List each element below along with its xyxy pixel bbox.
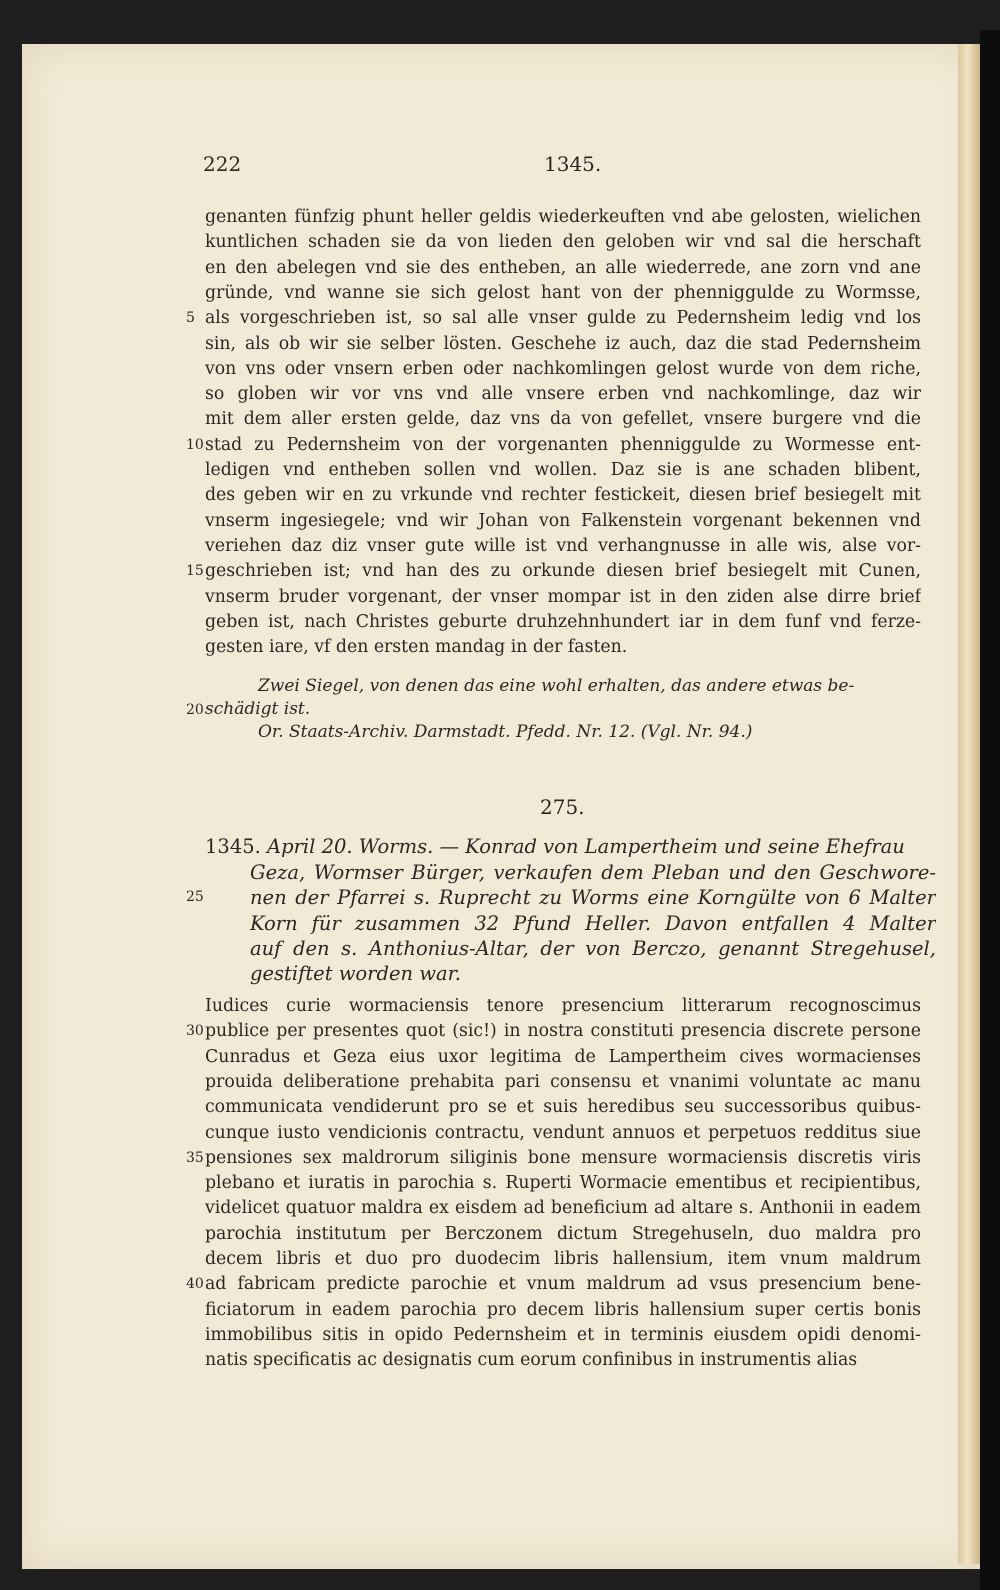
line-number: 15 — [186, 563, 204, 580]
archive-source: Or. Staats-Archiv. Darmstadt. Pfedd. Nr. 12. (Vgl. Nr. 94.) — [258, 722, 753, 742]
text-line: videlicet quatuor maldra ex eisdem ad beneficium ad altare s. Anthonii in eadem — [205, 1198, 921, 1219]
text-line: Geza, Wormser Bürger, verkaufen dem Pleban und den Geschwore- — [250, 861, 936, 884]
regest-first-line — [205, 835, 905, 858]
line-number: 40 — [186, 1276, 204, 1293]
text-line: genanten fünfzig phunt heller geldis wiederkeuften vnd abe gelosten, wielichen — [205, 207, 921, 227]
text-line: immobilibus sitis in opido Pedernsheim et in terminis eiusdem opidi denomi- — [205, 1324, 921, 1345]
text-line: so globen wir vor vns vnd alle vnsere erben vnd nachkomlinge, daz wir — [205, 384, 921, 405]
text-line: gründe, vnd wanne sie sich gelost hant von der phenniggulde zu Wormsse, — [205, 282, 921, 303]
text-line: communicata vendiderunt pro se et suis heredibus seu successoribus quibus- — [205, 1097, 921, 1118]
text-line: natis specificatis ac designatis cum eorum confinibus in instrumentis alias — [205, 1350, 858, 1371]
text-line: vnserm ingesiegele; vnd wir Johan von Falkenstein vorgenant bekennen vnd — [205, 510, 921, 531]
line-number: 20 — [186, 702, 204, 718]
line-number: 35 — [186, 1149, 204, 1166]
text-line: cunque iusto vendicionis contractu, vendunt annuos et perpetuos redditus siue — [205, 1122, 921, 1143]
binding-shadow — [980, 30, 1000, 1590]
text-line: parochia institutum per Berczonem dictum Stregehuseln, duo maldra pro — [205, 1223, 921, 1244]
text-line: nen der Pfarrei s. Ruprecht zu Worms eine Korngülte von 6 Malter — [250, 886, 936, 910]
text-line: geben ist, nach Christes geburte druhzehnhundert iar in dem funf vnd ferze- — [205, 611, 921, 632]
text-line: stad zu Pedernsheim von der vorgenanten phenniggulde zu Wormesse ent- — [205, 434, 921, 455]
text-line: Iudices curie wormaciensis tenore presencium litterarum recognoscimus — [205, 996, 921, 1016]
page-edge — [958, 44, 980, 1564]
text-line: prouida deliberatione prehabita pari consensu et vnanimi voluntate ac manu — [205, 1071, 921, 1092]
text-line: mit dem aller ersten gelde, daz vns da von gefellet, vnsere burgere vnd die — [205, 409, 921, 430]
text-line: des geben wir en zu vrkunde vnd rechter festickeit, diesen brief besiegelt mit — [205, 485, 921, 506]
text-line: gesten iare, vf den ersten mandag in der fasten. — [205, 637, 628, 658]
text-line: publice per presentes quot (sic!) in nostra constituti presencia discrete persone — [205, 1021, 921, 1042]
line-number: 5 — [186, 310, 195, 327]
text-line: plebano et iuratis in parochia s. Ruperti Wormacie ementibus et recipientibus, — [205, 1173, 921, 1194]
line-number: 30 — [186, 1023, 204, 1040]
text-line: decem libris et duo pro duodecim libris hallensium, item vnum maldrum — [205, 1249, 921, 1269]
text-line: kuntlichen schaden sie da von lieden den geloben wir vnd sal die herschaft — [205, 232, 921, 253]
regest-date-place: April 20. Worms. — Konrad von Lampertheim und seine Ehefrau — [267, 835, 905, 858]
text-line: sin, als ob wir sie selber lösten. Geschehe iz auch, daz die stad Pedernsheim — [205, 333, 921, 354]
text-line: veriehen daz diz vnser gute wille ist vnd verhangnusse in alle wis, alse vor- — [205, 535, 921, 556]
page-number: 222 — [203, 152, 242, 176]
regest-year: 1345. — [205, 835, 261, 858]
text-line: ad fabricam predicte parochie et vnum maldrum ad vsus presencium bene- — [205, 1274, 921, 1295]
line-number: 10 — [186, 436, 204, 453]
seal-note: Zwei Siegel, von denen das eine wohl erhalten, das andere etwas be- — [258, 676, 855, 696]
text-line: Cunradus et Geza eius uxor legitima de Lampertheim cives wormacienses — [205, 1046, 921, 1067]
text-line: auf den s. Anthonius-Altar, der von Berczo, genannt Stregehusel, — [250, 936, 936, 960]
document-number: 275. — [540, 795, 585, 819]
running-head-year: 1345. — [544, 152, 602, 176]
text-line: als vorgeschrieben ist, so sal alle vnser gulde zu Pedernsheim ledig vnd los — [205, 308, 921, 329]
text-line: Korn für zusammen 32 Pfund Heller. Davon entfallen 4 Malter — [250, 911, 936, 935]
text-line: vnserm bruder vorgenant, der vnser mompar ist in den ziden alse dirre brief — [205, 586, 921, 607]
text-line: pensiones sex maldrorum siliginis bone mensure wormaciensis discretis viris — [205, 1147, 921, 1168]
text-line: von vns oder vnsern erben oder nachkomlingen gelost wurde von dem riche, — [205, 358, 921, 379]
text-line: ficiatorum in eadem parochia pro decem libris hallensium super certis bonis — [205, 1299, 921, 1320]
line-number: 25 — [186, 889, 204, 906]
seal-note-continued: schädigt ist. — [205, 699, 311, 719]
text-line: geschrieben ist; vnd han des zu orkunde diesen brief besiegelt mit Cunen, — [205, 561, 921, 582]
text-line: en den abelegen vnd sie des entheben, an alle wiederrede, ane zorn vnd ane — [205, 257, 921, 278]
text-line: gestiftet worden war. — [250, 962, 461, 986]
text-line: ledigen vnd entheben sollen vnd wollen. Daz sie is ane schaden blibent, — [205, 460, 921, 480]
